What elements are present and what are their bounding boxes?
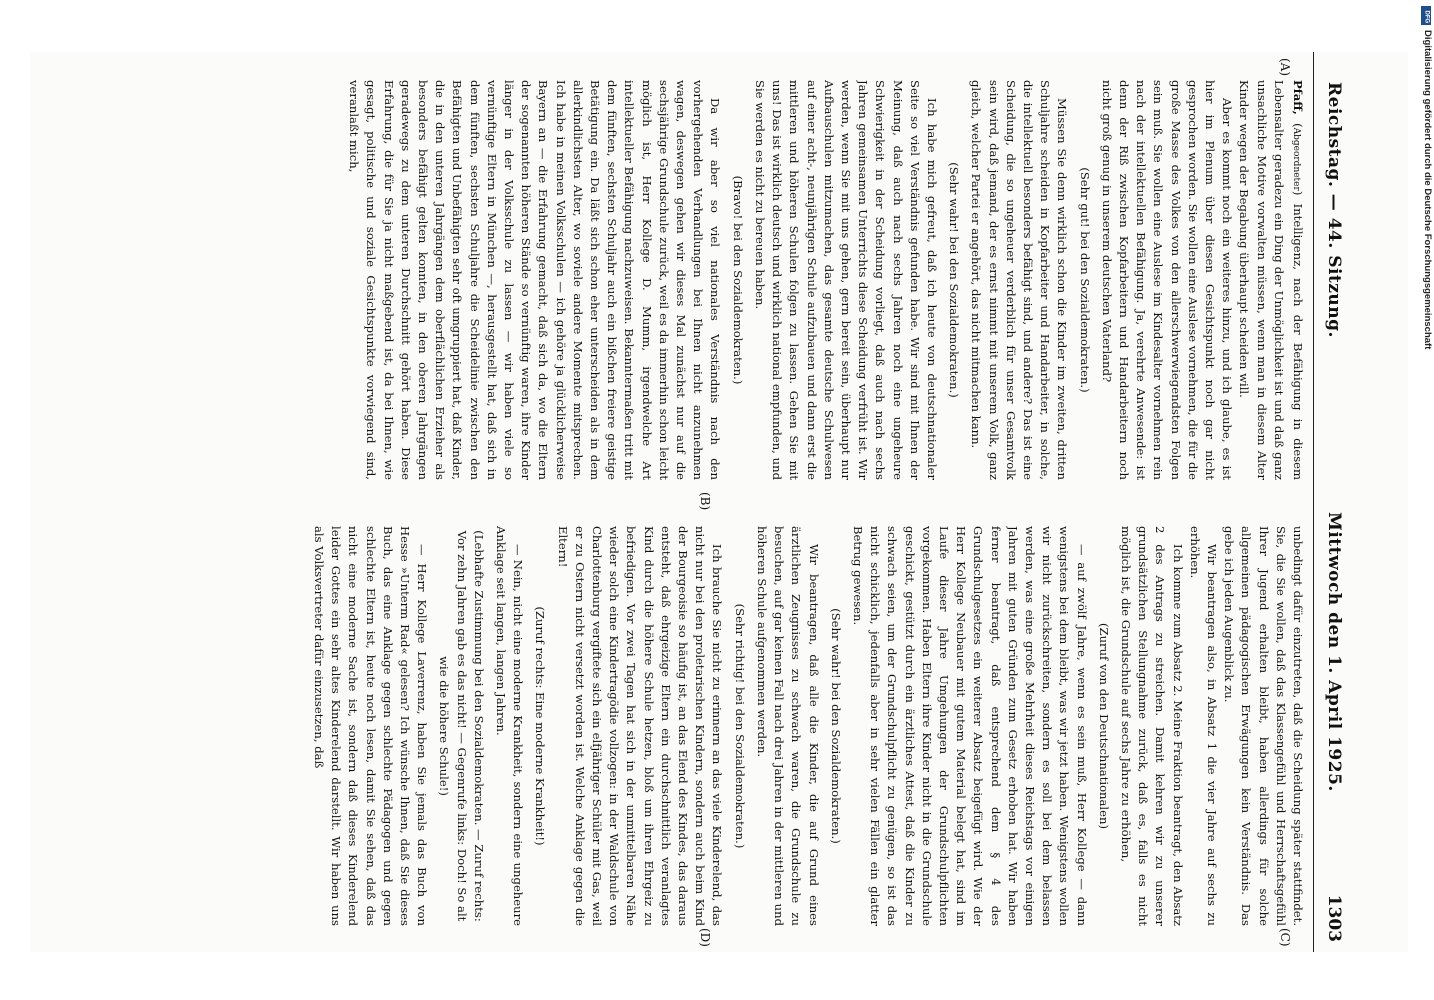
page-number: 1303: [1324, 894, 1344, 942]
left-column: [46, 80, 1306, 480]
right-column: [46, 526, 1306, 926]
margin-mark-b: (B): [698, 492, 712, 511]
interjection-remark: (Zuruf von den Deutschnationalen): [1096, 622, 1111, 829]
paragraph: Ich habe mich gefreut, daß ich heute von deutschnationaler Seite so viel Verständnis gefunden habe. Wir sind mit Ihnen der Meinung, daß auch nach sechs Jahren noch eine ungeheure Schwierigkeit in der Scheidung vorliegt, daß auch nach sechs Jahren gemeinsamen Unterrichts diese Scheidung verfrüht ist. Wir werden, wenn Sie mit uns gehen, gern bereit sein, überhaupt nur Aufbauschulen mitzumachen, das gesamte deutsche Schulwesen auf einer acht-, neunjährigen Schule aufzubauen und dann erst die mittleren und höheren Schulen folgen zu lassen. Gehen Sie mit uns! Das ist wirklich deutsch und wirklich national empfunden, und Sie werden es nicht zu bereuen haben.: [752, 80, 939, 480]
interjection-remark: (Sehr richtig! bei den Sozialdemokraten.): [732, 603, 747, 849]
paragraph: Ich komme zum Absatz 2. Meine Fraktion beantragt, den Absatz 2 des Antrags zu streichen. Damit kehren wir zu unserer grundsätzlichen Stellungnahme zurück, daß es, falls es nicht möglich ist, die Grundschule auf sechs Jahre zu erhöhen,: [1118, 526, 1185, 926]
interjection-remark: (Sehr wahr! bei den Sozialdemokraten.): [947, 162, 962, 398]
paragraph: Pfaff, (Abgeordneter) Intelligenz, nach der Befähigung in diesem Lebensalter geradezu ein Ding der Unmöglichkeit ist und daß ganz unsachliche Motive vorwalten müssen, wenn man in diesem Alter Kinder wegen der Begabung überhaupt scheiden will.: [1237, 80, 1305, 480]
header-rule: [1313, 52, 1314, 952]
paragraph: — auf zwölf Jahre, wenn es sein muß, Herr Kollege — dann wenigstens bei dem bleibt, was wir jetzt haben. Wenigstens wollen wir nicht zurückschreiten, sondern es soll bei dem belassen werden, was eine große Mehrheit dieses Reichstags vor einigen Jahren mit guten Gründen zum Gesetz erhoben hat. Wir haben ferner beantragt, daß entsprechend dem § 4 des Grundschulgesetzes ein weiterer Absatz beigefügt wird. Wie der Herr Kollege Neubauer mit gutem Material belegt hat, sind im Laufe dieser Jahre Umgehungen der Grundschulpflichten vorgekommen. Haben Eltern ihre Kinder nicht in die Grundschule geschickt, gestützt durch ein ärztliches Attest, daß die Kinder zu schwach seien, um der Grundschulpflicht zu genügen, so ist das nicht schicklich, jedenfalls aber in sehr vielen Fällen ein glatter Betrug gewesen.: [850, 526, 1089, 926]
paragraph: unbedingt dafür einzutreten, daß die Scheidung später stattfindet. Sie, die Sie wollen, daß das Klassengefühl und Herrschaftsgefühl Ihrer Jugend erhalten bleibt, haben allerdings für solche allgemeinen pädagogischen Erwägungen kein Verständnis. Das gebe ich jeden Augenblick zu.: [1222, 526, 1305, 926]
margin-mark-d: (D): [698, 928, 712, 947]
speaker-name: Pfaff,: [1291, 80, 1305, 115]
paragraph: Wir beantragen, daß alle die Kinder, die auf Grund eines ärztlichen Zeugnisses zu schwach waren, die Grundschule zu besuchen, auf gar keinen Fall nach drei Jahren in der mittleren und höheren Schule aufgenommen werden.: [754, 526, 821, 926]
interjection-remark: (Lebhafte Zustimmung bei den Sozialdemokraten. — Zuruf rechts: Vor zehn Jahren gab es das nicht! — Gegenrufe links: Doch! So alt wie die höhere Schule!): [437, 530, 486, 922]
interjection-remark: (Sehr gut! bei den Sozialdemokraten.): [1077, 167, 1092, 393]
paragraph: Müssen Sie denn wirklich schon die Kinder im zweiten, dritten Schuljahre scheiden in Kopfarbeiter und Handarbeiter, in solche, die intellektuell besonders befähigt sind, und andere? Das ist eine Scheidung, die so ungeheuer verderblich für unser Gesamtvolk sein wird, daß jemand, der es ernst nimmt mit unserem Volk, ganz gleich, welcher Partei er angehört, das nicht mitmachen kann.: [969, 80, 1070, 480]
speaker-role: Abgeordneter: [1291, 127, 1301, 191]
rotated-page-content: [32, 52, 1352, 952]
margin-mark-c: (C): [1278, 928, 1292, 947]
paragraph: Wir beantragen also, in Absatz 1 die vier Jahre auf sechs zu erhöhen.: [1187, 526, 1219, 926]
paragraph: — Herr Kollege Laverrenz, haben Sie jemals das Buch von Hesse »Unterm Rad« gelesen? Ich wünsche Ihnen, daß Sie dieses Buch, das eine Anklage gegen schlechte Pädagogen und gegen schlechte Eltern ist, heute noch lesen, damit Sie sehen, daß das nicht eine moderne Sache ist, sondern daß dieses Kinderelend leider Gottes ein sehr altes Kinderelend darstellt. Wir haben uns als Volksvertreter dafür einzusetzen, daß: [312, 526, 430, 926]
dfg-logo-text: DFG: [1423, 10, 1430, 24]
header-left: Reichstag. — 44. Sitzung.: [1324, 82, 1344, 338]
paragraph: — Nein, nicht eine moderne Krankheit, sondern eine ungeheure Anklage seit langen, langen Jahren.: [494, 526, 526, 926]
interjection-remark: (Sehr wahr! bei den Sozialdemokraten.): [828, 608, 843, 844]
paragraph: Ich brauche Sie nicht zu erinnern an das viele Kinderelend, das nicht nur bei den proletarischen Kindern, sondern auch beim Kind der Bourgeoisie so häufig ist, an das Elend des Kindes, das daraus entsteht, daß ehrgeizige Eltern ein durchschnittlich veranlagtes Kind durch die höhere Schule hetzen, bloß um ihren Ehrgeiz zu befriedigen. Vor zwei Tagen hat sich in der unmittelbaren Nähe wieder solch eine Kindertragödie vollzogen: in der Waldschule von Charlottenburg vergiftete sich ein elfjähriger Schüler mit Gas, weil er zu Ostern nicht versetzt worden ist. Welche Anklage gegen die Eltern!: [555, 526, 725, 926]
margin-mark-a: (A): [1278, 58, 1292, 77]
paragraph: Aber es kommt noch ein weiteres hinzu, und ich glaube, es ist hier im Plenum über diesen Gesichtspunkt noch gar nicht gesprochen worden. Sie wollen eine Auslese vornehmen, die für die große Masse des Volkes von den allerschwerwiegendsten Folgen sein muß. Sie wollen eine Auslese im Kindesalter vornehmen rein nach der intellektuellen Befähigung. Ja, verehrte Anwesende: ist denn der Riß zwischen Kopfarbeitern und Handarbeitern noch nicht groß genug in unserem deutschen Vaterland?: [1099, 80, 1235, 480]
dfg-logo: [1421, 6, 1431, 25]
interjection-remark: (Zuruf rechts: Eine moderne Krankheit!): [533, 606, 548, 846]
paragraph-text: Intelligenz, nach der Befähigung in diesem Lebensalter geradezu ein Ding der Unmöglichkeit ist und daß ganz unsachliche Motive vorwalten müssen, wenn man in diesem Alter Kinder wegen der Begabung überhaupt scheiden will.: [1237, 80, 1305, 480]
header-right: Mittwoch den 1. April 1925.: [1324, 512, 1344, 792]
paragraph: Da wir aber so viel nationales Verständnis nach den vorhergehenden Verhandlungen bei Ihnen nicht anzunehmen wagen, deswegen gehen wir dieses Mal zunächst nur auf die sechsjährige Grundschule zurück, weil es da immerhin schon leicht möglich ist, Herr Kollege D. Mumm, irgendwelche Art intellektueller Befähigung nachzuweisen. Bekanntermaßen tritt mit dem fünften, sechsten Schuljahr auch ein bißchen freiere geistige Betätigung ein. Da läßt sich schon eher unterscheiden als in dem allerkindlichsten Alter, wo soviele andere Momente mitsprechen. Ich habe in meinen Volksschulen — ich gehöre ja glücklicherweise Bayern an — die Erfahrung gemacht, daß sich da, wo die Eltern der sogenannten höheren Stände so vernünftig waren, ihre Kinder länger in der Volksschule zu lassen — wir haben viele so vernünftige Eltern in München —, herausgestellt hat, daß sich in dem fünften, sechsten Schuljahre die Scheidelinie zwischen den Befähigten und Unbefähigten sehr oft umgruppiert hat, daß Kinder, die in den unteren Jahrgängen dem oberflächlichen Erzieher als besonders befähigt gelten konnten, in den oberen Jahrgängen geradewegs zu dem unteren Durchschnitt gehört haben. Diese Erfahrung, die für Sie ja nicht maßgebend ist, da bei Ihnen, wie gesagt, politische und soziale Gesichtspunkte vorwiegend sind, veranlaßt mich,: [347, 80, 723, 480]
dfg-credit: Digitalisierung gefördert durch die Deutsche Forschungsgemeinschaft: [1422, 30, 1433, 350]
running-header: [1312, 52, 1352, 952]
interjection-remark: (Bravo! bei den Sozialdemokraten.): [730, 175, 745, 385]
scanned-page: [30, 52, 1408, 952]
